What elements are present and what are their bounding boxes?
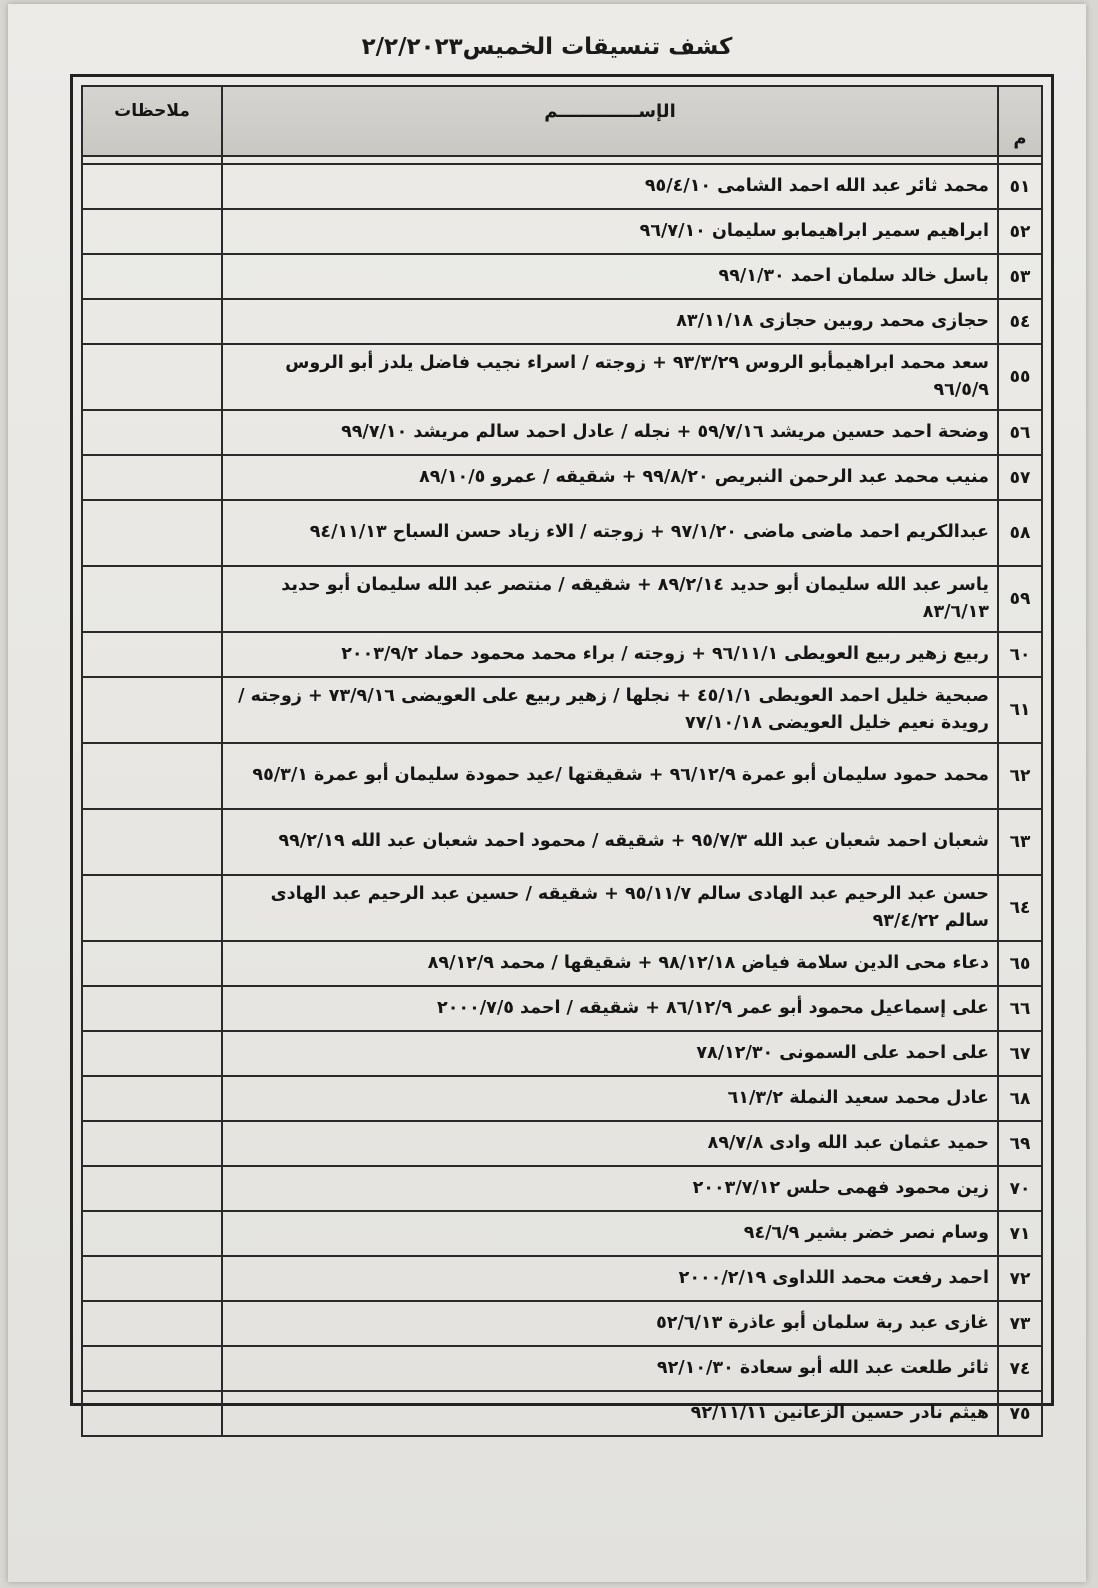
row-notes	[82, 1166, 222, 1211]
table-row	[82, 254, 1042, 299]
row-notes	[82, 677, 222, 743]
table-row	[82, 1031, 1042, 1076]
row-number: ٥٨	[998, 500, 1042, 566]
table-row	[82, 344, 1042, 410]
row-number: ٦١	[998, 677, 1042, 743]
row-notes	[82, 1211, 222, 1256]
row-number: ٥٥	[998, 344, 1042, 410]
row-number: ٥٩	[998, 566, 1042, 632]
row-number: ٦٨	[998, 1076, 1042, 1121]
table-row	[82, 1166, 1042, 1211]
row-name: محمد حمود سليمان أبو عمرة ٩٦/١٢/٩ + شقيقتها /عيد حمودة سليمان أبو عمرة ٩٥/٣/١	[222, 743, 998, 809]
table-row	[82, 164, 1042, 209]
header-name: الإســـــــــــــم	[222, 86, 998, 156]
header-notes: ملاحظات	[82, 86, 222, 156]
row-name: حميد عثمان عبد الله وادى ٨٩/٧/٨	[222, 1121, 998, 1166]
table-row	[82, 1346, 1042, 1391]
row-notes	[82, 164, 222, 209]
row-name: غازى عبد ربة سلمان أبو عاذرة ٥٢/٦/١٣	[222, 1301, 998, 1346]
table-body	[82, 156, 1042, 1436]
row-number: ٥٢	[998, 209, 1042, 254]
row-name: حجازى محمد روبين حجازى ٨٣/١١/١٨	[222, 299, 998, 344]
table-frame	[70, 74, 1054, 1424]
row-notes	[82, 1391, 222, 1436]
row-name: ثائر طلعت عبد الله أبو سعادة ٩٢/١٠/٣٠	[222, 1346, 998, 1391]
header-number: م	[998, 86, 1042, 156]
row-number: ٦٠	[998, 632, 1042, 677]
row-number: ٥٧	[998, 455, 1042, 500]
row-name: دعاء محى الدين سلامة فياض ٩٨/١٢/١٨ + شقيقها / محمد ٨٩/١٢/٩	[222, 941, 998, 986]
row-number: ٧٠	[998, 1166, 1042, 1211]
row-name: احمد رفعت محمد اللداوى ٢٠٠٠/٢/١٩	[222, 1256, 998, 1301]
table-row	[82, 1301, 1042, 1346]
table-row	[82, 209, 1042, 254]
paper-sheet	[8, 4, 1086, 1582]
table-row	[82, 743, 1042, 809]
row-notes	[82, 809, 222, 875]
row-name: محمد ثائر عبد الله احمد الشامى ٩٥/٤/١٠	[222, 164, 998, 209]
row-number: ٧٢	[998, 1256, 1042, 1301]
row-name: ياسر عبد الله سليمان أبو حديد ٨٩/٢/١٤ + شقيقه / منتصر عبد الله سليمان أبو حديد ٨٣/٦/١٣	[222, 566, 998, 632]
row-number: ٦٩	[998, 1121, 1042, 1166]
row-number: ٥٣	[998, 254, 1042, 299]
row-number: ٦٣	[998, 809, 1042, 875]
row-notes	[82, 986, 222, 1031]
table-row	[82, 632, 1042, 677]
row-name: شعبان احمد شعبان عبد الله ٩٥/٧/٣ + شقيقه / محمود احمد شعبان عبد الله ٩٩/٢/١٩	[222, 809, 998, 875]
row-name: باسل خالد سلمان احمد ٩٩/١/٣٠	[222, 254, 998, 299]
row-notes	[82, 254, 222, 299]
page-title: كشف تنسيقات الخميس٢/٢/٢٠٢٣	[361, 34, 733, 60]
table-row	[82, 299, 1042, 344]
row-name: منيب محمد عبد الرحمن النبريص ٩٩/٨/٢٠ + شقيقه / عمرو ٨٩/١٠/٥	[222, 455, 998, 500]
table-row	[82, 455, 1042, 500]
row-notes	[82, 500, 222, 566]
table-row	[82, 410, 1042, 455]
row-name: عبدالكريم احمد ماضى ماضى ٩٧/١/٢٠ + زوجته / الاء زياد حسن السباح ٩٤/١١/١٣	[222, 500, 998, 566]
row-name: صبحية خليل احمد العويطى ٤٥/١/١ + نجلها / زهير ربيع على العويضى ٧٣/٩/١٦ + زوجته / رويدة نعيم خليل العويضى ٧٧/١٠/١٨	[222, 677, 998, 743]
table-row	[82, 1121, 1042, 1166]
row-number: ٧١	[998, 1211, 1042, 1256]
row-notes	[82, 941, 222, 986]
header-separator	[82, 156, 1042, 164]
row-number: ٧٥	[998, 1391, 1042, 1436]
row-number: ٧٤	[998, 1346, 1042, 1391]
row-name: وضحة احمد حسين مريشد ٥٩/٧/١٦ + نجله / عادل احمد سالم مريشد ٩٩/٧/١٠	[222, 410, 998, 455]
row-number: ٦٦	[998, 986, 1042, 1031]
row-notes	[82, 344, 222, 410]
row-notes	[82, 1121, 222, 1166]
row-number: ٦٥	[998, 941, 1042, 986]
row-name: عادل محمد سعيد النملة ٦١/٣/٢	[222, 1076, 998, 1121]
table-row	[82, 1211, 1042, 1256]
row-name: زين محمود فهمى حلس ٢٠٠٣/٧/١٢	[222, 1166, 998, 1211]
row-notes	[82, 632, 222, 677]
table-row	[82, 677, 1042, 743]
row-notes	[82, 1256, 222, 1301]
row-notes	[82, 566, 222, 632]
table-row	[82, 1256, 1042, 1301]
row-name: سعد محمد ابراهيمأبو الروس ٩٣/٣/٢٩ + زوجته / اسراء نجيب فاضل يلدز أبو الروس ٩٦/٥/٩	[222, 344, 998, 410]
row-name: على إسماعيل محمود أبو عمر ٨٦/١٢/٩ + شقيقه / احمد ٢٠٠٠/٧/٥	[222, 986, 998, 1031]
row-number: ٦٢	[998, 743, 1042, 809]
row-notes	[82, 875, 222, 941]
row-name: هيثم نادر حسين الزعانين ٩٢/١١/١١	[222, 1391, 998, 1436]
table-row	[82, 809, 1042, 875]
row-notes	[82, 410, 222, 455]
table-row	[82, 500, 1042, 566]
row-number: ٥٦	[998, 410, 1042, 455]
row-name: ابراهيم سمير ابراهيمابو سليمان ٩٦/٧/١٠	[222, 209, 998, 254]
row-notes	[82, 1301, 222, 1346]
table-row	[82, 1391, 1042, 1436]
row-notes	[82, 455, 222, 500]
names-table	[81, 85, 1043, 1437]
table-row	[82, 986, 1042, 1031]
row-number: ٥١	[998, 164, 1042, 209]
row-notes	[82, 299, 222, 344]
table-row	[82, 1076, 1042, 1121]
row-notes	[82, 1076, 222, 1121]
table-row	[82, 941, 1042, 986]
row-name: وسام نصر خضر بشير ٩٤/٦/٩	[222, 1211, 998, 1256]
table-row	[82, 875, 1042, 941]
row-name: ربيع زهير ربيع العويطى ٩٦/١١/١ + زوجته / براء محمد محمود حماد ٢٠٠٣/٩/٢	[222, 632, 998, 677]
row-notes	[82, 1346, 222, 1391]
row-notes	[82, 1031, 222, 1076]
row-name: على احمد على السمونى ٧٨/١٢/٣٠	[222, 1031, 998, 1076]
row-number: ٧٣	[998, 1301, 1042, 1346]
row-notes	[82, 209, 222, 254]
row-number: ٦٤	[998, 875, 1042, 941]
row-name: حسن عبد الرحيم عبد الهادى سالم ٩٥/١١/٧ + شقيقه / حسين عبد الرحيم عبد الهادى سالم ٩٣/٤/٢٢	[222, 875, 998, 941]
row-number: ٥٤	[998, 299, 1042, 344]
row-notes	[82, 743, 222, 809]
table-row	[82, 566, 1042, 632]
table-header-row	[82, 86, 1042, 156]
row-number: ٦٧	[998, 1031, 1042, 1076]
